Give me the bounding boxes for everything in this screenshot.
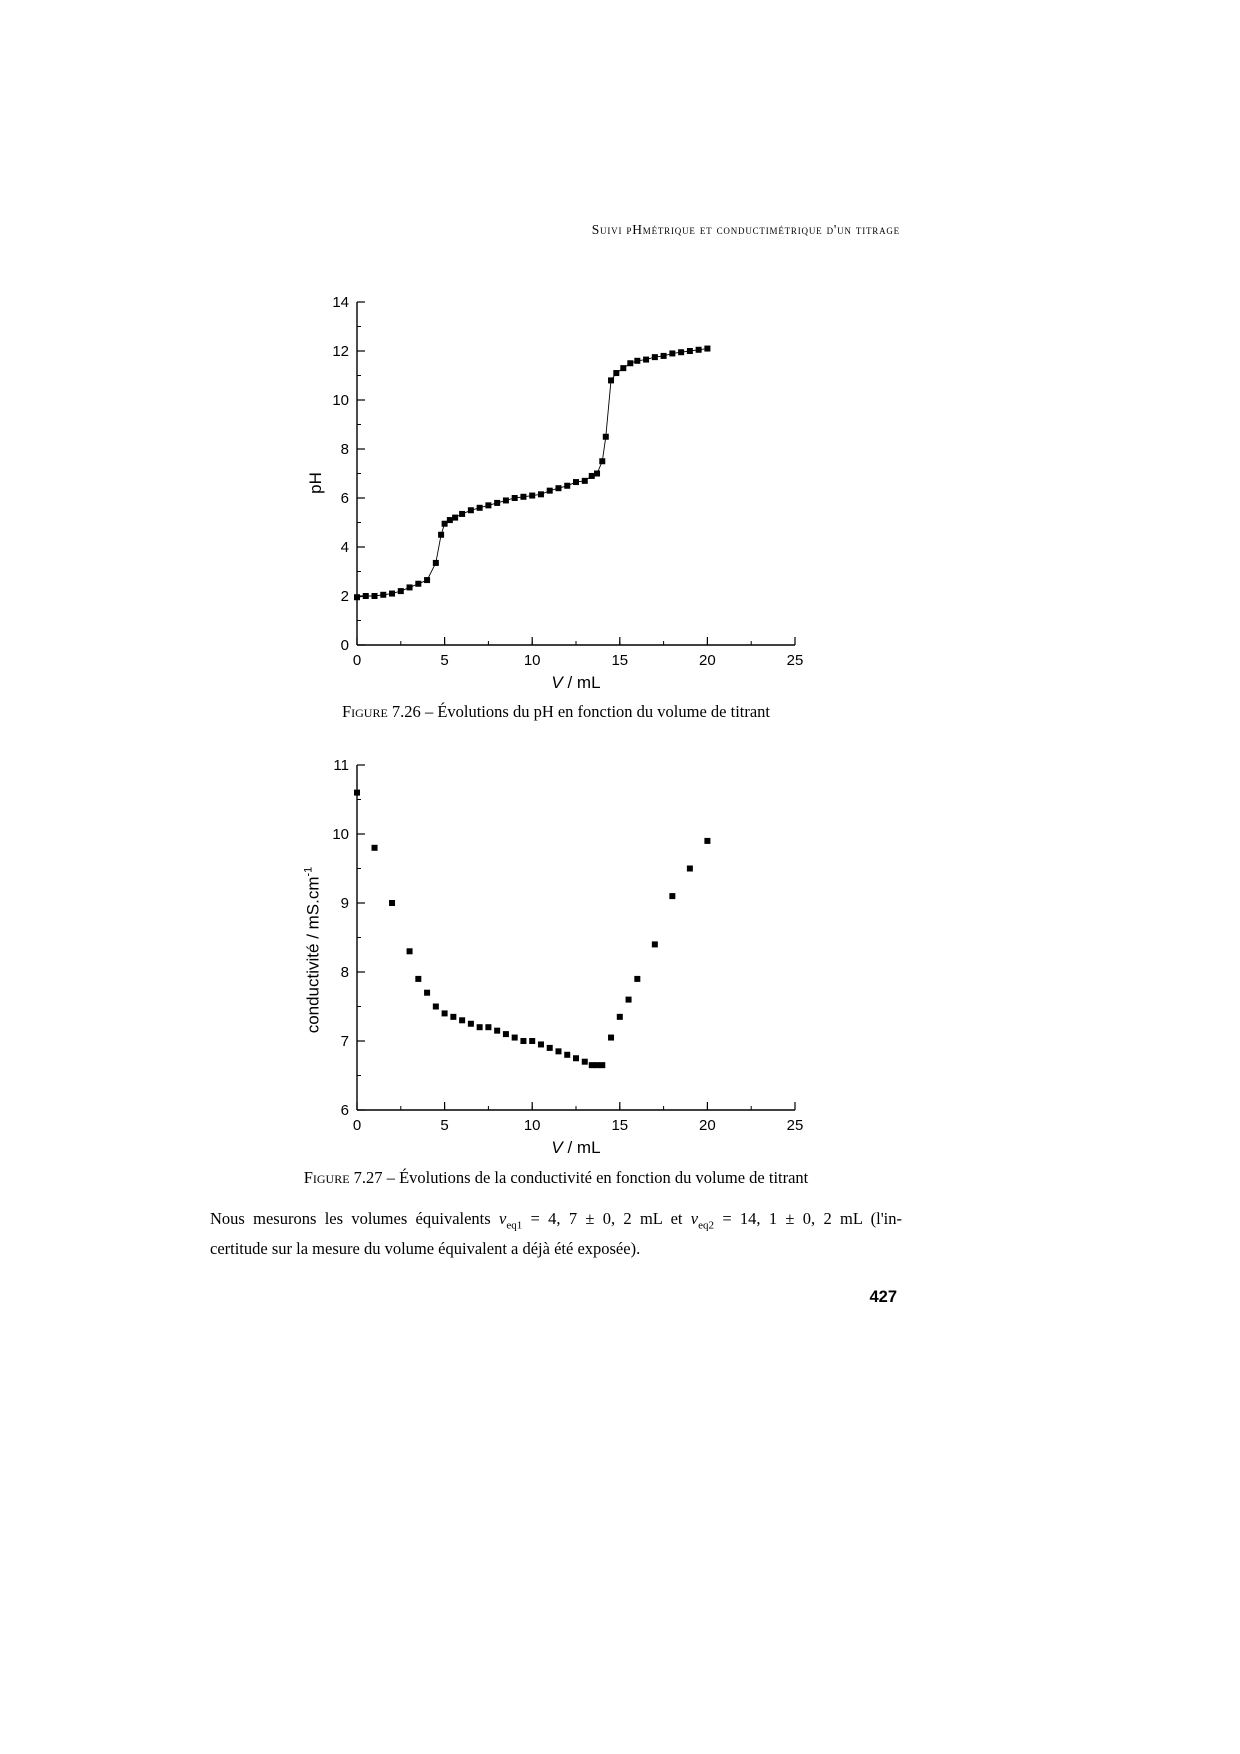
svg-text:25: 25	[786, 1117, 804, 1134]
y-axis-label-text: pH	[306, 472, 325, 494]
svg-text:6: 6	[340, 1102, 349, 1119]
svg-text:8: 8	[340, 964, 349, 981]
math-variable: v	[690, 1209, 699, 1228]
figure-727-caption	[210, 1168, 902, 1188]
paragraph-text: Nous mesurons les volumes équivalents	[210, 1209, 499, 1228]
svg-text:11: 11	[333, 757, 349, 774]
x-axis-variable: V	[551, 673, 563, 692]
svg-text:10: 10	[523, 652, 541, 669]
y-axis-label-exponent: -1	[302, 866, 315, 877]
svg-text:0: 0	[352, 652, 362, 669]
math-subscript: eq1	[506, 1219, 523, 1232]
svg-text:25: 25	[786, 652, 804, 669]
page-number: 427	[869, 1288, 897, 1306]
svg-text:8: 8	[340, 441, 349, 458]
svg-text:10: 10	[523, 1117, 541, 1134]
x-axis-unit: / mL	[562, 673, 601, 692]
svg-text:10: 10	[332, 392, 349, 409]
svg-text:10: 10	[332, 826, 349, 843]
figure-label: Figure 7.27	[303, 1168, 383, 1187]
paragraph-text: = 14, 1 ± 0, 2 mL (l'in-	[714, 1209, 903, 1228]
ph-chart-x-axis-label	[357, 673, 795, 693]
x-axis-unit: / mL	[562, 1138, 601, 1157]
math-variable: v	[499, 1209, 507, 1228]
figure-caption-text: – Évolutions du pH en fonction du volume de titrant	[420, 702, 771, 721]
conductivity-chart-plot	[300, 755, 820, 1165]
paragraph-line-2: certitude sur la mesure du volume équivalent a déjà été exposée).	[210, 1239, 641, 1259]
conductivity-chart-x-axis-label	[357, 1138, 795, 1158]
ph-chart-figure	[300, 290, 820, 700]
svg-text:5: 5	[440, 652, 449, 669]
ph-chart-y-axis-label	[306, 472, 326, 494]
svg-text:20: 20	[699, 1117, 716, 1134]
paragraph-text: = 4, 7 ± 0, 2 mL et	[522, 1209, 691, 1228]
y-axis-label-text: conductivité / mS.cm	[303, 876, 323, 1034]
math-subscript: eq2	[698, 1219, 715, 1232]
svg-text:15: 15	[611, 1117, 629, 1134]
svg-text:9: 9	[340, 895, 349, 912]
figure-caption-text: – Évolutions de la conductivité en fonction du volume de titrant	[382, 1168, 809, 1187]
conductivity-chart-figure	[300, 755, 820, 1165]
svg-text:12: 12	[332, 343, 349, 360]
svg-text:0: 0	[340, 637, 349, 654]
svg-text:20: 20	[699, 652, 716, 669]
svg-text:7: 7	[340, 1033, 349, 1050]
svg-text:0: 0	[352, 1117, 362, 1134]
running-header: Suivi pHmétrique et conductimétrique d'un titrage	[591, 222, 900, 237]
svg-text:6: 6	[340, 490, 349, 507]
svg-text:15: 15	[611, 652, 629, 669]
svg-text:5: 5	[440, 1117, 449, 1134]
body-paragraph	[210, 1207, 902, 1261]
ph-chart-plot	[300, 290, 820, 700]
svg-text:2: 2	[340, 588, 349, 605]
svg-text:14: 14	[332, 294, 349, 311]
x-axis-variable: V	[551, 1138, 563, 1157]
conductivity-chart-y-axis-label	[303, 867, 324, 1034]
figure-label: Figure 7.26	[341, 702, 421, 721]
svg-text:4: 4	[340, 539, 349, 556]
paragraph-line-1	[210, 1207, 902, 1237]
figure-726-caption	[210, 702, 902, 722]
